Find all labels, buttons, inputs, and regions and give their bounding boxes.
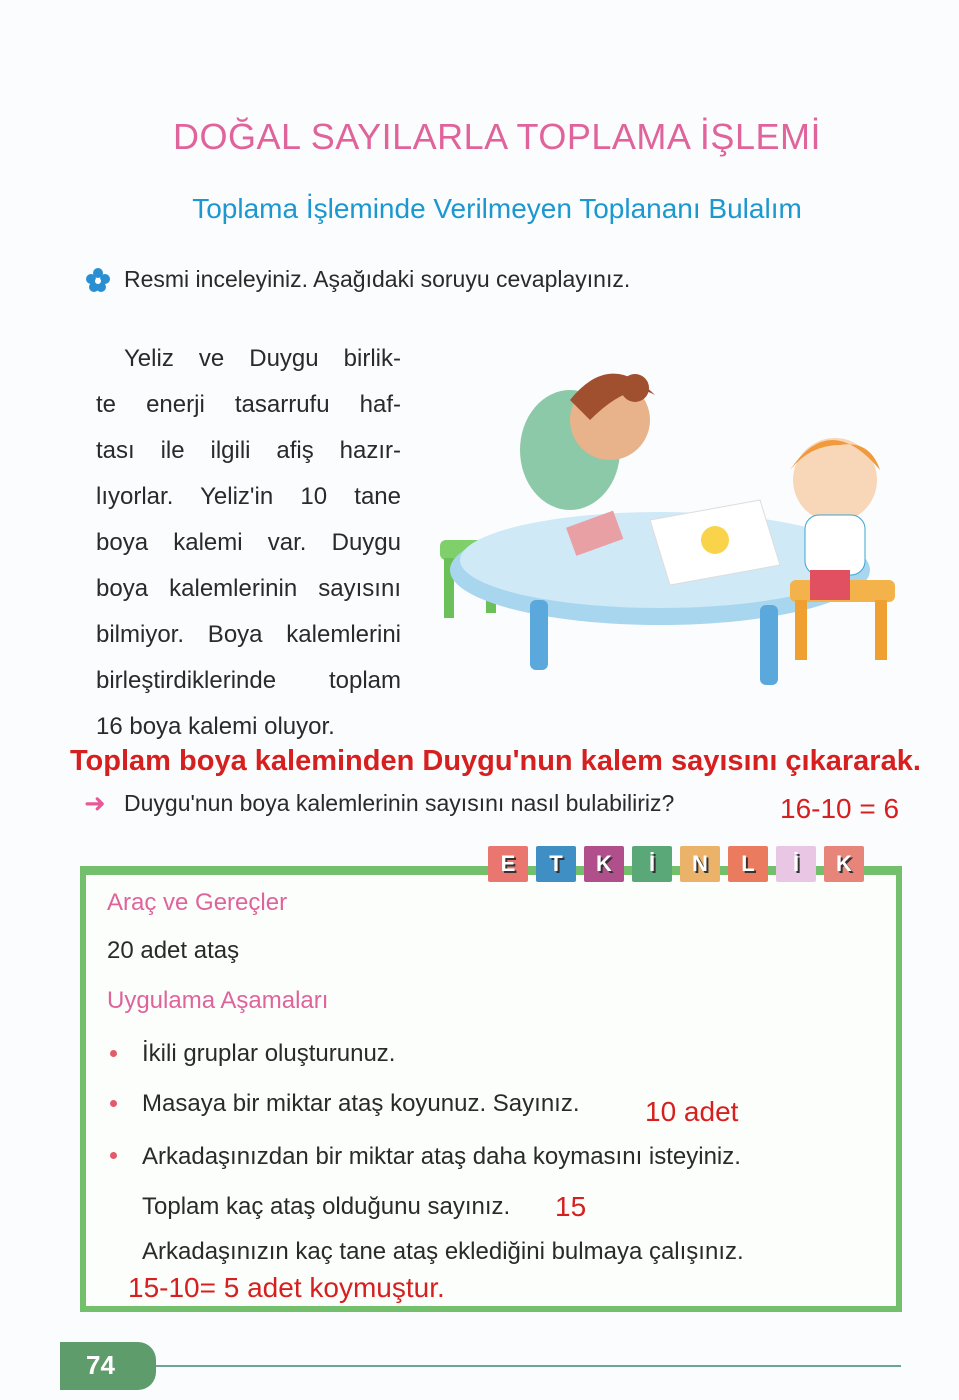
step-answer: 15: [555, 1191, 587, 1222]
story-line: Yeliz ve Duygu birlik-: [124, 345, 401, 372]
step-text: Masaya bir miktar ataş koyunuz. Sayınız.: [142, 1090, 580, 1117]
step-text: Arkadaşınızın kaç tane ataş eklediğini bulmaya çalışınız.: [142, 1238, 744, 1265]
story-line: 16 boya kalemi oluyor.: [96, 713, 335, 740]
banner-letter: K: [584, 846, 624, 882]
instruction-text: Resmi inceleyiniz. Aşağıdaki soruyu cevaplayınız.: [124, 266, 631, 292]
story-line: boya kalemlerinin sayısını: [96, 575, 401, 602]
page-title: DOĞAL SAYILARLA TOPLAMA İŞLEMİ: [173, 116, 821, 157]
step-text: Arkadaşınızdan bir miktar ataş daha koymasını isteyiniz.: [142, 1143, 741, 1170]
step-answer: 15-10= 5 adet koymuştur.: [128, 1272, 445, 1303]
story-line: bilmiyor. Boya kalemlerini: [96, 621, 401, 648]
banner-letter: N: [680, 846, 720, 882]
section-subtitle: Toplama İşleminde Verilmeyen Toplananı Bulalım: [192, 193, 802, 224]
story-line: tası ile ilgili afiş hazır-: [96, 437, 401, 464]
banner-letter: K: [824, 846, 864, 882]
materials-heading: Araç ve Gereçler: [107, 889, 288, 916]
step-answer: 10 adet: [645, 1096, 739, 1127]
story-line: boya kalemi var. Duygu: [96, 529, 401, 556]
step-text: İkili gruplar oluşturunuz.: [142, 1040, 396, 1067]
question-text: Duygu'nun boya kalemlerinin sayısını nasıl bulabiliriz?: [124, 790, 675, 816]
banner-letter: İ: [776, 846, 816, 882]
page-number: 74: [60, 1342, 156, 1390]
activity-banner: [488, 846, 864, 882]
bullet-icon: [110, 1100, 117, 1107]
arrow-icon: ➜: [84, 788, 106, 818]
children-drawing-illustration: [430, 350, 900, 690]
flower-icon: [86, 268, 110, 292]
story-line: lıyorlar. Yeliz'in 10 tane: [96, 483, 401, 510]
footer-divider: [156, 1365, 901, 1367]
bullet-icon: [110, 1152, 117, 1159]
step-text: Toplam kaç ataş olduğunu sayınız.: [142, 1193, 511, 1220]
bullet-icon: [110, 1050, 117, 1057]
banner-letter: T: [536, 846, 576, 882]
story-line: te enerji tasarrufu haf-: [96, 391, 401, 418]
banner-letter: E: [488, 846, 528, 882]
handwritten-answer-calculation: 16-10 = 6: [780, 793, 900, 824]
handwritten-answer-method: Toplam boya kaleminden Duygu'nun kalem sayısını çıkararak.: [70, 745, 921, 777]
materials-text: 20 adet ataş: [107, 937, 240, 964]
story-line: birleştirdiklerinde toplam: [96, 667, 401, 694]
steps-heading: Uygulama Aşamaları: [107, 987, 329, 1014]
banner-letter: İ: [632, 846, 672, 882]
story-paragraph: [96, 336, 401, 750]
banner-letter: L: [728, 846, 768, 882]
